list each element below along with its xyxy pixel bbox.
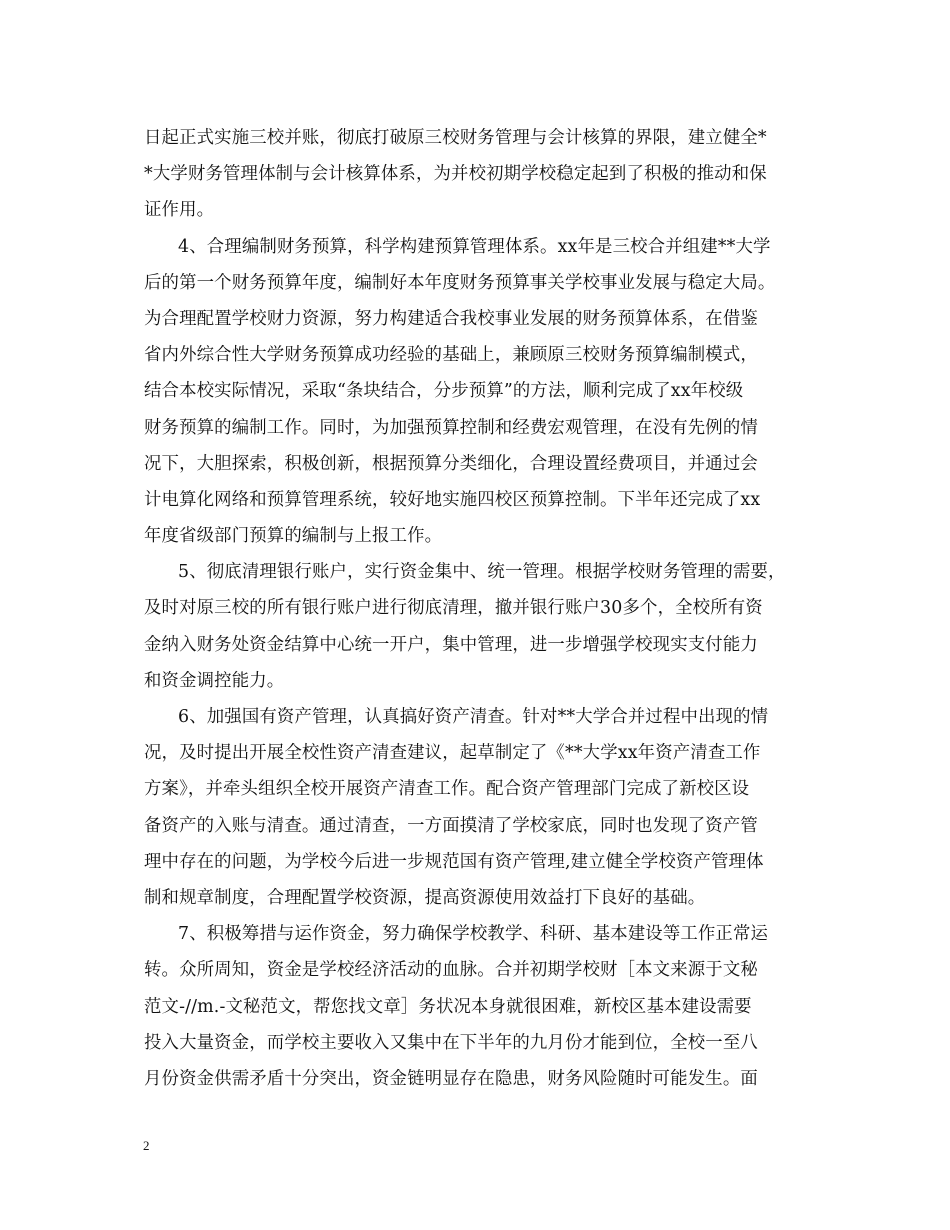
- paragraph-start-line: 5、彻底清理银行账户，实行资金集中、统一管理。根据学校财务管理的需要，: [178, 562, 786, 583]
- text-line: 况下，大胆探索，积极创新，根据预算分类细化，合理设置经费项目，并通过会: [144, 453, 758, 474]
- text-line: 结合本校实际情况，采取“条块结合，分步预算”的方法，顺利完成了xx年校级: [144, 381, 744, 402]
- text-line: 况，及时提出开展全校性资产清查建议，起草制定了《**大学xx年资产清查工作: [144, 743, 761, 764]
- paragraph-start-line: 6、加强国有资产管理，认真搞好资产清查。针对**大学合并过程中出现的情: [178, 707, 769, 727]
- text-line: 范文-//m.-文秘范文，帮您找文章］务状况本身就很困难，新校区基本建设需要: [144, 996, 752, 1017]
- text-line: 计电算化网络和预算管理系统，较好地实施四校区预算控制。下半年还完成了xx: [144, 489, 761, 510]
- text-line: 投入大量资金，而学校主要收入又集中在下半年的九月份才能到位，全校一至八: [144, 1032, 758, 1053]
- text-line: 为合理配置学校财力资源，努力构建适合我校事业发展的财务预算体系，在借鉴: [144, 308, 758, 329]
- text-line: 年度省级部门预算的编制与上报工作。: [144, 526, 443, 547]
- text-line: 财务预算的编制工作。同时，为加强预算控制和经费宏观管理，在没有先例的情: [144, 417, 758, 438]
- text-line: 理中存在的问题，为学校今后进一步规范国有资产管理,建立健全学校资产管理体: [144, 851, 764, 872]
- text-line: 转。众所周知，资金是学校经济活动的血脉。合并初期学校财［本文来源于文秘: [144, 960, 758, 981]
- text-line: 证作用。: [144, 200, 215, 221]
- text-line: 日起正式实施三校并账，彻底打破原三校财务管理与会计核算的界限，建立健全*: [144, 128, 767, 148]
- text-line: *大学财务管理体制与会计核算体系，为并校初期学校稳定起到了积极的推动和保: [144, 164, 767, 185]
- text-line: 金纳入财务处资金结算中心统一开户，集中管理，进一步增强学校现实支付能力: [144, 634, 758, 655]
- text-line: 备资产的入账与清查。通过清查，一方面摸清了学校家底，同时也发现了资产管: [144, 815, 758, 836]
- text-line: 省内外综合性大学财务预算成功经验的基础上，兼顾原三校财务预算编制模式，: [144, 345, 758, 366]
- text-line: 月份资金供需矛盾十分突出，资金链明显存在隐患，财务风险随时可能发生。面: [144, 1068, 758, 1089]
- paragraph-start-line: 4、合理编制财务预算，科学构建预算管理体系。xx年是三校合并组建**大学: [178, 236, 771, 257]
- text-line: 后的第一个财务预算年度，编制好本年度财务预算事关学校事业发展与稳定大局。: [144, 272, 776, 293]
- text-line: 和资金调控能力。: [144, 670, 285, 691]
- text-line: 及时对原三校的所有银行账户进行彻底清理，撤并银行账户30多个，全校所有资: [144, 598, 763, 619]
- text-line: 方案》，并牵头组织全校开展资产清查工作。配合资产管理部门完成了新校区设: [144, 779, 750, 800]
- text-line: 制和规章制度，合理配置学校资源，提高资源使用效益打下良好的基础。: [144, 887, 706, 908]
- paragraph-start-line: 7、积极筹措与运作资金，努力确保学校教学、科研、基本建设等工作正常运: [178, 924, 769, 945]
- document-body: [144, 120, 824, 1097]
- page-number: 2: [143, 1138, 150, 1153]
